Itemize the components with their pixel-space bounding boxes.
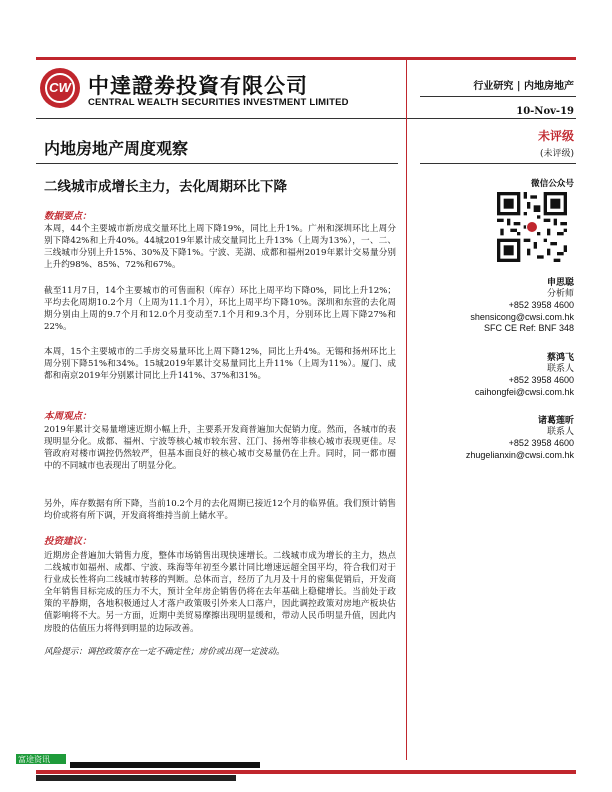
company-name-cn: 中達證劵投資有限公司	[88, 74, 308, 98]
analyst-phone: +852 3958 4600	[508, 300, 574, 311]
footer-redacted-bar-2	[36, 775, 236, 781]
data-paragraph-3: 本周，15个主要城市的二手房交易量环比上周下降12%，同比上升4%。无锡和扬州环比上周分别下降51%和34%。15城2019年累计交易量同比上升11%（上周为11%）。厦门、成都和南京2019年分别累计同比上升141%、37%和31%。	[44, 347, 396, 382]
title-divider	[36, 163, 398, 164]
section-label-data: 数据要点：	[44, 211, 92, 222]
wechat-label: 微信公众号	[531, 179, 574, 189]
analyst-card-3	[420, 416, 574, 461]
view-paragraph-1: 2019年累计交易量增速近期小幅上升，主要系开发商普遍加大促销力度。然而，各城市的表现明显分化。成都、福州、宁波等核心城市较东营、江门、扬州等非核心城市表现更佳。尽管政府对楼市调控仍然较严，但基本面良好的核心城市交易量仍在上升。同时，同一都市圈中的不同城市也表现出了明显分化。	[44, 425, 396, 472]
data-paragraph-1: 本周，44个主要城市新房成交量环比上周下降19%，同比上升1%。广州和深圳环比上周分别下降42%和上升40%。44城2019年累计成交量同比上升13%（上周为13%），一、二、三线城市分别上升15%、30%及下降1%。宁波、芜湖、成都和福州2019年累计交易量分别上升约98%、85%、72%和67%。	[44, 224, 396, 271]
report-title: 内地房地产周度观察	[44, 139, 189, 158]
analyst-card-2	[420, 353, 574, 398]
analyst-license: SFC CE Ref: BNF 348	[483, 322, 574, 333]
view-paragraph-2: 另外，库存数据有所下降，当前10.2个月的去化周期已接近12个月的临界值。我们预计销售均价或将有所下调，开发商将维持当前上储水平。	[44, 499, 396, 522]
logo-text: CW	[49, 80, 71, 95]
analyst-name: 申思聪	[546, 278, 574, 288]
rating: 未评级	[537, 129, 574, 143]
analyst-phone: +852 3958 4600	[508, 438, 574, 449]
risk-warning: 风险提示：调控政策存在一定不确定性；房价或出现一定波动。	[44, 647, 285, 657]
company-name-en: CENTRAL WEALTH SECURITIES INVESTMENT LIMITED	[88, 97, 349, 108]
header-top-rule	[36, 57, 576, 60]
analyst-name: 蔡鸿飞	[546, 353, 574, 363]
analyst-name: 诸葛莲昕	[537, 416, 574, 426]
analyst-card-1	[420, 278, 574, 334]
report-subtitle: 二线城市成增长主力，去化周期环比下降	[44, 179, 287, 195]
report-date: 10-Nov-19	[516, 106, 574, 117]
data-paragraph-2: 截至11月7日，14个主要城市的可售面积（库存）环比上周平均下降0%，同比上升12%；平均去化周期10.2个月（上周为11.1个月），环比上周平均下降10%。深圳和东营的去化周期分别由上周的9.7个月和12.0个月变动至7.1个月和9.3个月，分别环比上周下降27%和22%。	[44, 286, 396, 333]
sidebar-divider	[420, 163, 576, 164]
company-logo	[40, 68, 80, 108]
advice-paragraph: 近期房企普遍加大销售力度，整体市场销售出现快速增长。二线城市成为增长的主力，热点二线城市如福州、成都、宁波、珠海等年初至今累计同比增速远超全国平均，符合我们对于行业成长性将向二线城市转移的判断。总体而言，经历了九月及十月的密集促销后，开发商全年销售目标完成的压力不大，预计全年房企销售仍将在去年基础上稳健增长。当前处于政策的平静期，各地积极通过人才落户政策吸引外来人口落户，因此调控政策对房地产板块估值影响将不大。另一方面，近期中美贸易摩擦出现明显缓和，带动人民币明显升值，因此内房股的估值压力将得到明显的边际改善。	[44, 551, 396, 634]
analyst-phone: +852 3958 4600	[508, 375, 574, 386]
column-divider	[406, 60, 407, 760]
header-bottom-rule	[36, 118, 576, 119]
analyst-email[interactable]: shensicong@cwsi.com.hk	[470, 311, 574, 322]
section-label-advice: 投资建议：	[44, 536, 92, 547]
analyst-role: 联系人	[546, 364, 574, 375]
analyst-email[interactable]: zhugelianxin@cwsi.com.hk	[465, 449, 574, 460]
analyst-role: 联系人	[546, 427, 574, 438]
analyst-role: 分析师	[546, 289, 574, 300]
header-divider-right	[420, 96, 576, 97]
footer-redacted-bar	[70, 762, 260, 768]
footer-badge-text: 富途资讯	[18, 755, 50, 764]
footer-rule	[36, 770, 576, 774]
qr-center-logo-icon	[526, 221, 538, 233]
rating-sub: (未评级)	[539, 149, 574, 159]
section-label-view: 本周观点：	[44, 411, 92, 422]
report-category: 行业研究 | 内地房地产	[473, 81, 574, 92]
analyst-email[interactable]: caihongfei@cwsi.com.hk	[474, 386, 574, 397]
